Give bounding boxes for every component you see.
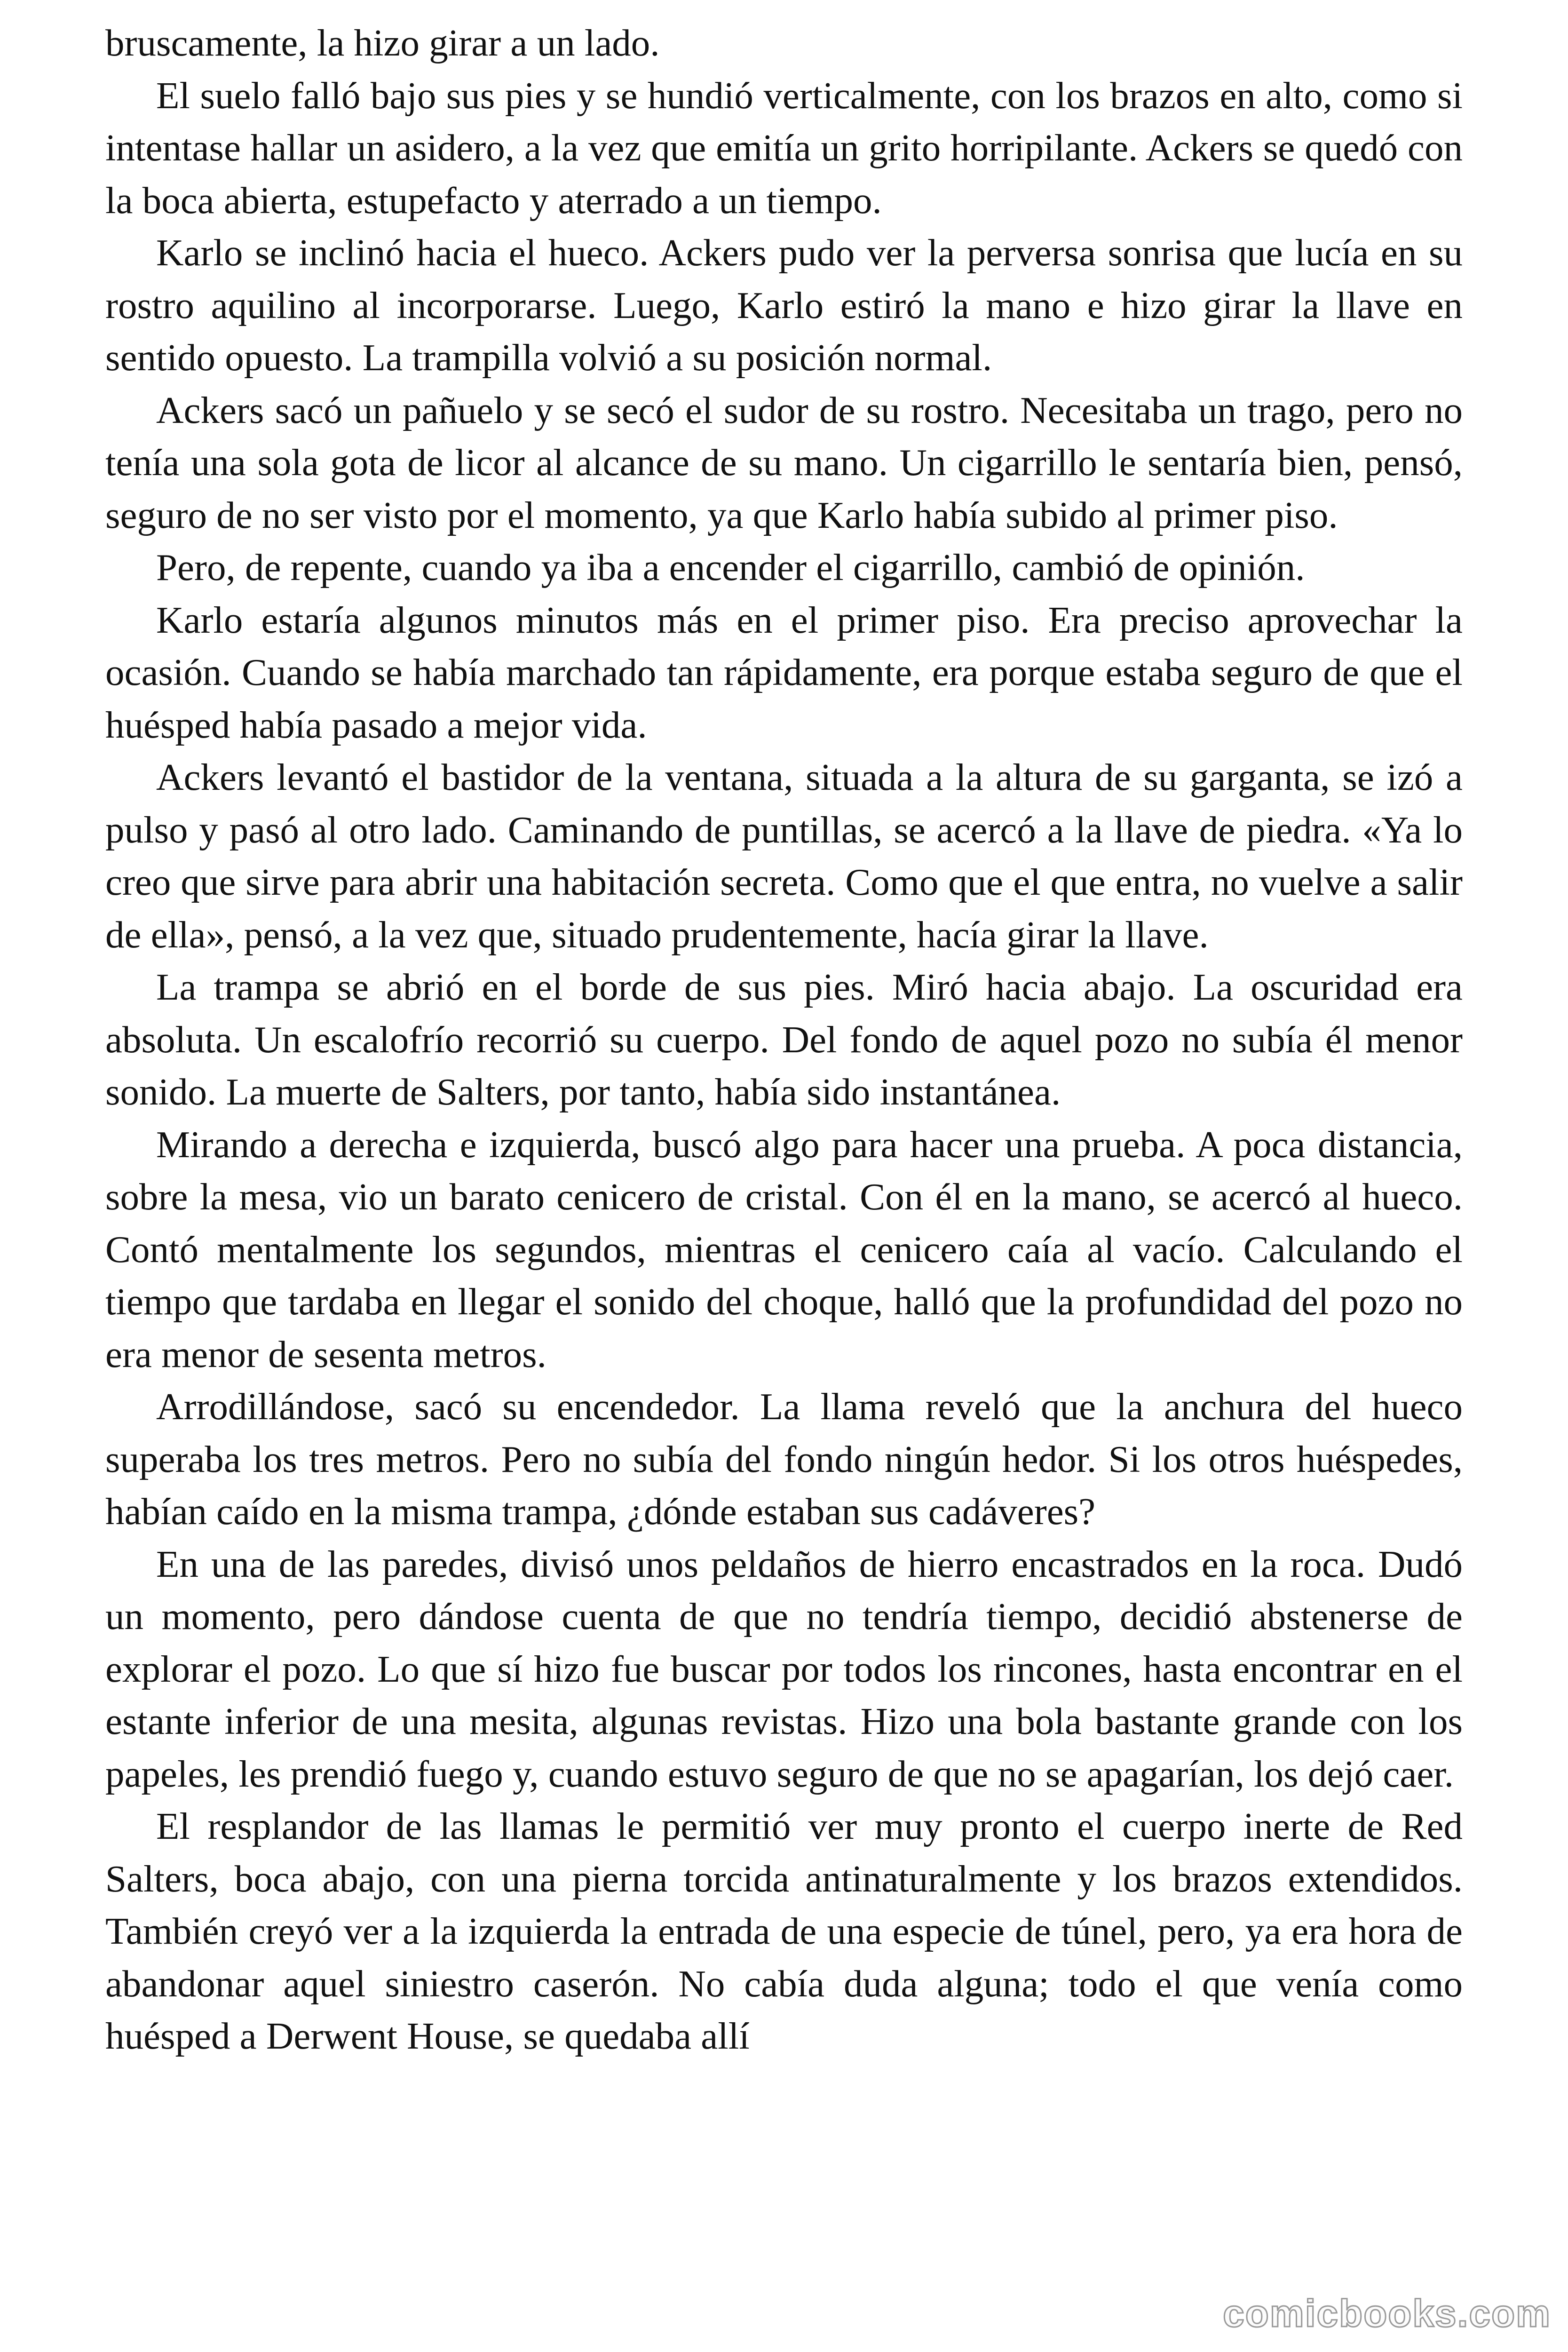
paragraph-5: Pero, de repente, cuando ya iba a encender el cigarrillo, cambió de opinión. xyxy=(156,546,1305,588)
paragraph-9: Mirando a derecha e izquierda, buscó algo para hacer una prueba. A poca distancia, sobre la mesa, vio un barato cenicero de cristal. Con él en la mano, se acercó al hueco. Contó mentalmente los segundos, mientras el cenicero caía al vacío. Calculando el tiempo que tardaba en llegar el sonido del choque, halló que la profundidad del pozo no era menor de sesenta metros. xyxy=(105,1123,1463,1375)
paragraph-7: Ackers levantó el bastidor de la ventana, situada a la altura de su garganta, se izó a pulso y pasó al otro lado. Caminando de puntillas, se acercó a la llave de piedra. «Ya lo creo que sirve para abrir una habitación secreta. Como que el que entra, no vuelve a salir de ella», pensó, a la vez que, situado prudentemente, hacía girar la llave. xyxy=(105,756,1463,956)
paragraph-11: En una de las paredes, divisó unos peldaños de hierro encastrados en la roca. Dudó un momento, pero dándose cuenta de que no tendría tiempo, decidió abstenerse de explorar el pozo. Lo que sí hizo fue buscar por todos los rincones, hasta encontrar en el estante inferior de una mesita, algunas revistas. Hizo una bola bastante grande con los papeles, les prendió fuego y, cuando estuvo seguro de que no se apagarían, los dejó caer. xyxy=(105,1542,1463,1795)
paragraph-4: Ackers sacó un pañuelo y se secó el sudor de su rostro. Necesitaba un trago, pero no tenía una sola gota de licor al alcance de su mano. Un cigarrillo le sentaría bien, pensó, seguro de no ser visto por el momento, ya que Karlo había subido al primer piso. xyxy=(105,389,1463,536)
body-text xyxy=(105,17,1463,2063)
paragraph-2: El suelo falló bajo sus pies y se hundió verticalmente, con los brazos en alto, como si intentase hallar un asidero, a la vez que emitía un grito horripilante. Ackers se quedó con la boca abierta, estupefacto y aterrado a un tiempo. xyxy=(105,74,1463,222)
paragraph-12: El resplandor de las llamas le permitió ver muy pronto el cuerpo inerte de Red Salters, boca abajo, con una pierna torcida antinaturalmente y los brazos extendidos. También creyó ver a la izquierda la entrada de una especie de túnel, pero, ya era hora de abandonar aquel siniestro caserón. No cabía duda alguna; todo el que venía como huésped a Derwent House, se quedaba allí xyxy=(105,1805,1463,2057)
paragraph-10: Arrodillándose, sacó su encendedor. La llama reveló que la anchura del hueco superaba los tres metros. Pero no subía del fondo ningún hedor. Si los otros huéspedes, habían caído en la misma trampa, ¿dónde estaban sus cadáveres? xyxy=(105,1385,1463,1533)
paragraph-6: Karlo estaría algunos minutos más en el primer piso. Era preciso aprovechar la ocasión. Cuando se había marchado tan rápidamente, era porque estaba seguro de que el huésped había pasado a mejor vida. xyxy=(105,598,1463,746)
paragraph-3: Karlo se inclinó hacia el hueco. Ackers pudo ver la perversa sonrisa que lucía en su rostro aquilino al incorporarse. Luego, Karlo estiró la mano e hizo girar la llave en sentido opuesto. La trampilla volvió a su posición normal. xyxy=(105,231,1463,379)
watermark-logo: comicbooks.com xyxy=(1223,2292,1551,2335)
paragraph-1: bruscamente, la hizo girar a un lado. xyxy=(105,22,660,64)
paragraph-8: La trampa se abrió en el borde de sus pies. Miró hacia abajo. La oscuridad era absoluta. Un escalofrío recorrió su cuerpo. Del fondo de aquel pozo no subía él menor sonido. La muerte de Salters, por tanto, había sido instantánea. xyxy=(105,966,1463,1113)
